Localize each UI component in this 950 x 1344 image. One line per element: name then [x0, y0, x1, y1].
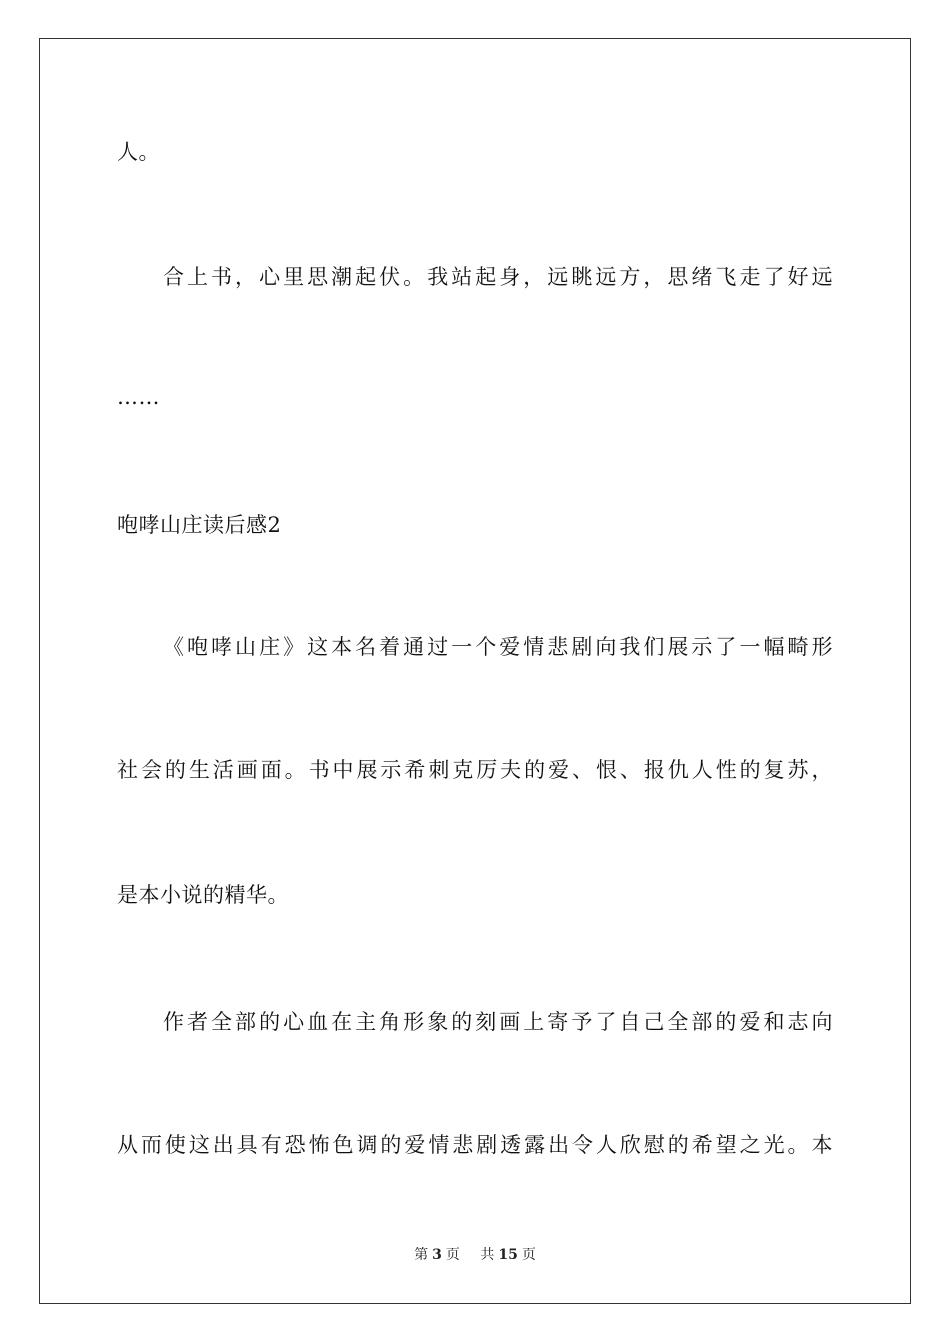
paragraph-line-6: 是本小说的精华。: [117, 883, 289, 907]
total-suffix: 页: [521, 1247, 536, 1263]
page-footer: [0, 1245, 950, 1265]
paragraph-line-3: ……: [117, 385, 160, 409]
page-number: 3: [432, 1247, 442, 1263]
total-prefix: 共: [480, 1247, 495, 1263]
total-pages: 15: [498, 1247, 518, 1263]
page-border: [39, 38, 911, 1304]
total-indicator: [476, 1247, 539, 1263]
paragraph-line-1: 人。: [117, 140, 160, 164]
paragraph-line-2: 合上书，心里思潮起伏。我站起身，远眺远方，思绪飞走了好远: [163, 265, 833, 289]
paragraph-line-7: 作者全部的心血在主角形象的刻画上寄予了自己全部的爱和志向: [163, 1010, 833, 1034]
section-heading: 咆哮山庄读后感2: [117, 513, 282, 537]
page-prefix: 第: [414, 1247, 429, 1263]
page-indicator: [410, 1247, 464, 1263]
paragraph-line-8: 从而使这出具有恐怖色调的爱情悲剧透露出令人欣慰的希望之光。本: [117, 1133, 833, 1157]
paragraph-line-4: 《咆哮山庄》这本名着通过一个爱情悲剧向我们展示了一幅畸形: [163, 635, 833, 659]
paragraph-line-5: 社会的生活画面。书中展示希刺克厉夫的爱、恨、报仇人性的复苏，: [117, 758, 833, 782]
page-suffix: 页: [445, 1247, 460, 1263]
